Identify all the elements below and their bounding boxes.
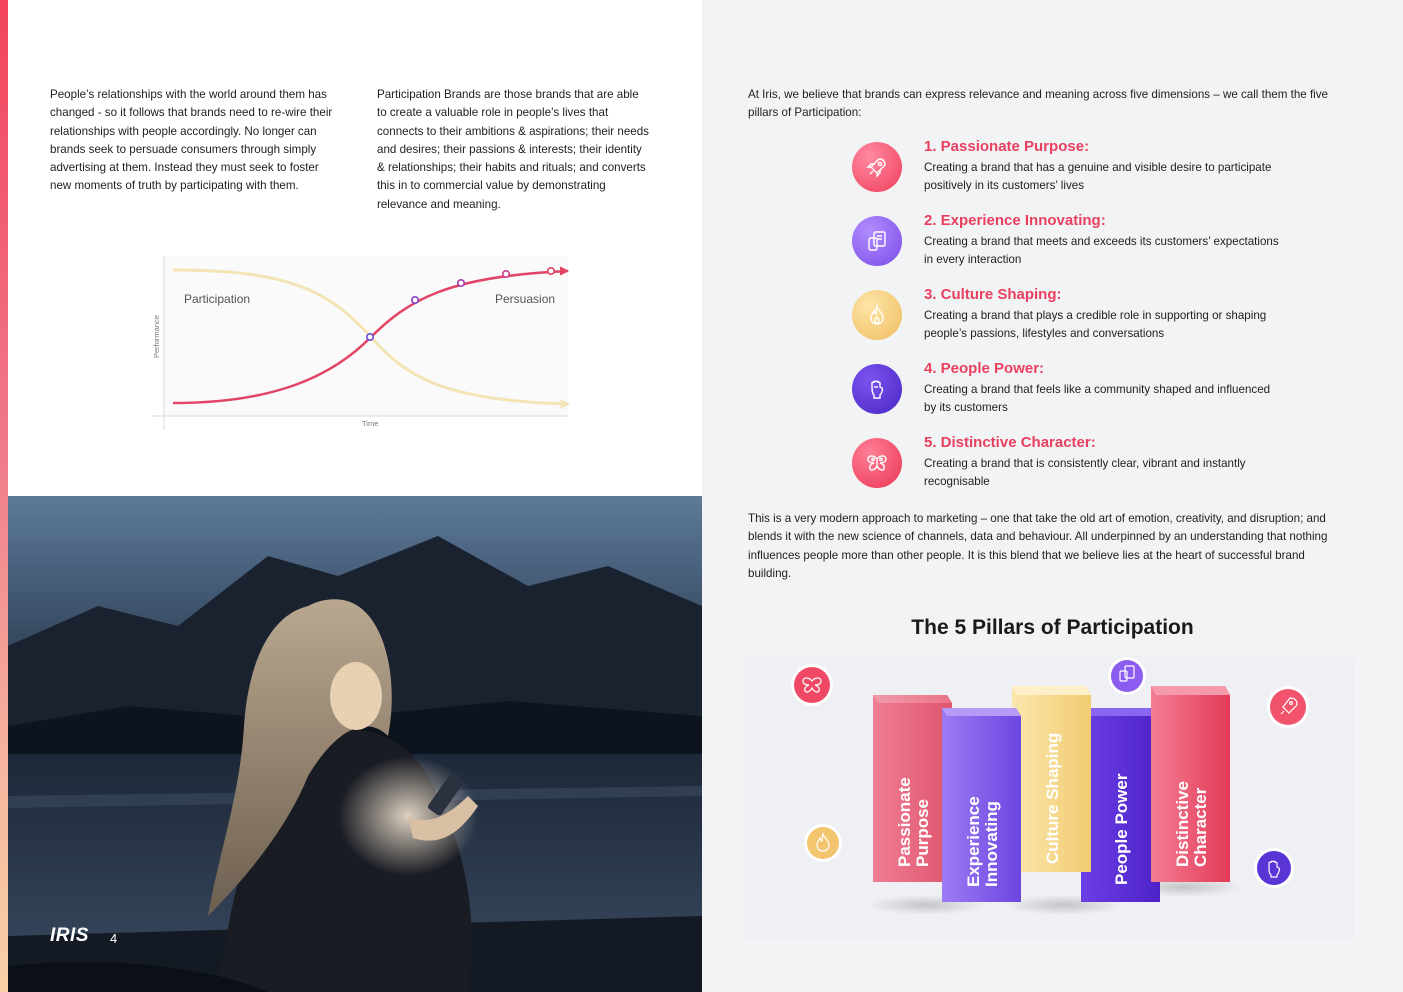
iris-logo: IRIS	[50, 925, 89, 946]
x-axis-label: Time	[362, 419, 379, 428]
page-number: 4	[110, 931, 118, 946]
pillar-description: Creating a brand that is consistently clear, vibrant and instantly recognisable	[924, 457, 1246, 489]
flame-icon	[852, 290, 902, 340]
chart-point	[548, 268, 554, 274]
rocket-icon	[852, 142, 902, 192]
chart-point	[367, 334, 373, 340]
column-passionate-purpose	[873, 695, 952, 882]
fist-icon	[852, 364, 902, 414]
pillars-intro-paragraph: At Iris, we believe that brands can express relevance and meaning across five dimensions – we call them the five pillars of Participation:	[748, 88, 1328, 120]
pillar-culture-shaping	[852, 286, 1292, 350]
legend-label-persuasion: Persuasion	[495, 292, 556, 306]
column-distinctive-character	[1151, 686, 1230, 882]
column-people-power	[1081, 708, 1160, 902]
pillar-distinctive-character	[852, 434, 1292, 498]
intro-paragraph-participation-brands: Participation Brands are those brands that are able to create a valuable role in people’s lives that connects to their ambitions & aspirations; their needs and desires; their passions & interests; their identity & relationships; their habits and rituals; and converts this in to commercial value by demonstrating relevance and meaning.	[377, 88, 649, 211]
pillar-passionate-purpose	[852, 138, 1292, 202]
pillar-description: Creating a brand that meets and exceeds its customers’ expectations in every interaction	[924, 235, 1279, 267]
column-label: DistinctiveCharacter	[1173, 781, 1210, 867]
rocket-icon	[1267, 686, 1309, 728]
butterfly-icon	[852, 438, 902, 488]
left-page	[8, 0, 702, 992]
pillar-title: 4. People Power:	[924, 360, 1045, 377]
pillars-graphic-title: The 5 Pillars of Participation	[911, 616, 1194, 639]
five-pillars-graphic	[744, 655, 1354, 940]
pillar-title: 5. Distinctive Character:	[924, 434, 1096, 451]
pillar-description: Creating a brand that feels like a community shaped and influenced by its customers	[924, 383, 1271, 415]
y-axis-label: Performance	[152, 315, 161, 358]
chart-point	[458, 280, 464, 286]
column-label: Culture Shaping	[1043, 732, 1062, 864]
intro-paragraph-relationships: People’s relationships with the world around them has changed - so it follows that brands need to re-wire their relationships with people accordingly. No longer can brands seek to persuade consumers through simply advertising at them. Instead they must seek to foster new moments of truth by participating with them.	[50, 88, 333, 193]
column-culture-shaping	[1012, 686, 1091, 872]
pillar-people-power	[852, 360, 1292, 424]
chart-point	[412, 297, 418, 303]
butterfly-icon	[791, 664, 833, 706]
pillar-description: Creating a brand that plays a credible role in supporting or shaping people’s passions, lifestyles and conversations	[924, 309, 1267, 341]
devices-icon	[1108, 657, 1146, 695]
hero-photo-woman-with-phone	[8, 496, 702, 992]
pillar-experience-innovating	[852, 212, 1292, 276]
participation-persuasion-chart	[148, 250, 578, 435]
fist-icon	[1254, 848, 1294, 888]
legend-label-participation: Participation	[184, 292, 251, 306]
chart-point	[503, 271, 509, 277]
accent-gradient-bar	[0, 0, 8, 992]
right-page	[702, 0, 1403, 992]
chart-plot-area	[164, 256, 568, 416]
column-label: ExperienceInnovating	[964, 796, 1001, 887]
devices-icon	[852, 216, 902, 266]
modern-approach-paragraph: This is a very modern approach to marketing – one that take the old art of emotion, creativity, and disruption; and blends it with the new science of channels, data and behaviour. All underpinned by an understanding that nothing influences people more than other people. It is this blend that we believe lies at the heart of successful brand building.	[748, 512, 1328, 580]
pillar-title: 1. Passionate Purpose:	[924, 138, 1090, 155]
column-experience-innovating	[942, 708, 1021, 902]
column-label: People Power	[1112, 773, 1131, 885]
pillar-title: 3. Culture Shaping:	[924, 286, 1062, 303]
flame-icon	[804, 824, 842, 862]
pillar-description: Creating a brand that has a genuine and visible desire to participate positively in its customers’ lives	[924, 161, 1272, 193]
pillar-title: 2. Experience Innovating:	[924, 212, 1106, 229]
column-label: PassionatePurpose	[895, 777, 932, 867]
